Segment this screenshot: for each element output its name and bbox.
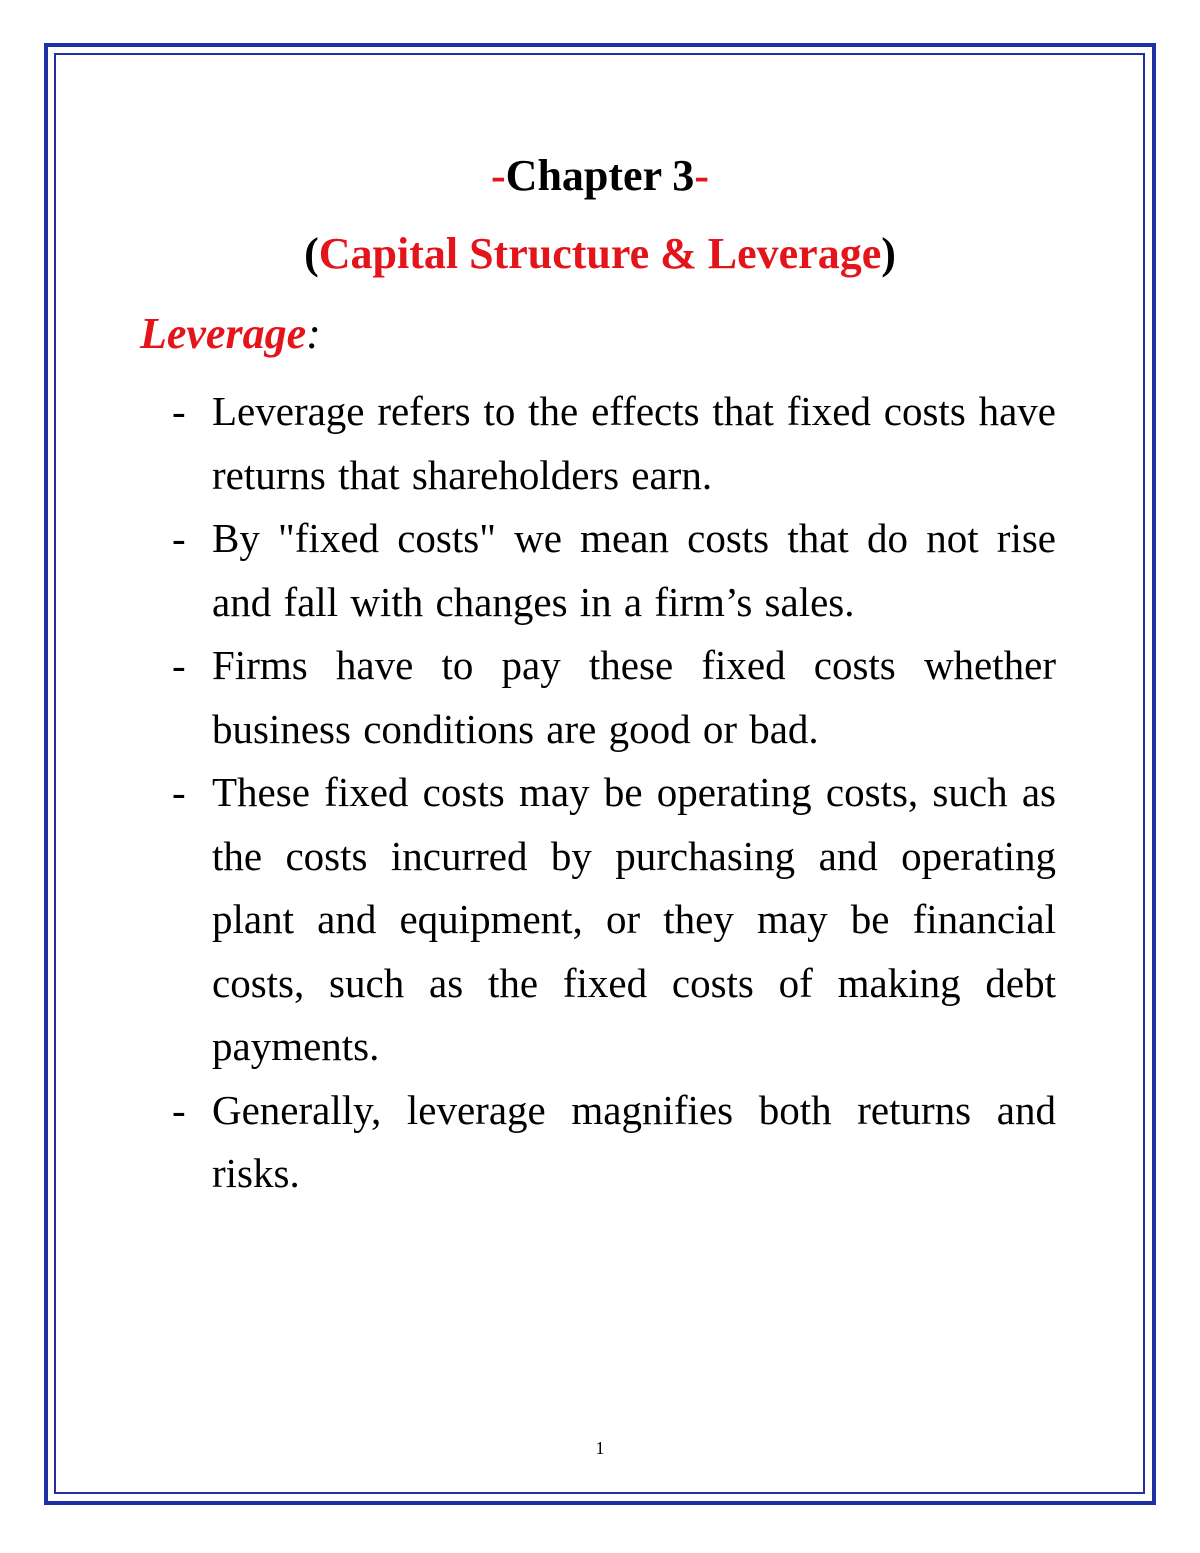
bullet-text: Firms have to pay these fixed costs whether business conditions are good or bad. bbox=[212, 642, 1056, 752]
bullet-marker: - bbox=[172, 1086, 186, 1133]
bullet-text: By "fixed costs" we mean costs that do not rise and fall with changes in a firm’s sales. bbox=[212, 515, 1056, 625]
chapter-label: Chapter 3 bbox=[505, 151, 695, 200]
bullet-text: These fixed costs may be operating costs, such as the costs incurred by purchasing and operating plant and equipment, or they may be financial costs, such as the fixed costs of making debt payments. bbox=[212, 769, 1056, 1069]
bullet-marker: - bbox=[172, 642, 186, 688]
section-heading bbox=[140, 306, 321, 362]
bullet-text: Generally, leverage magnifies both returns and risks. bbox=[212, 1086, 1056, 1196]
subtitle-text: Capital Structure & Leverage bbox=[318, 229, 882, 278]
section-heading-colon: : bbox=[306, 309, 321, 358]
list-item bbox=[172, 761, 1056, 1079]
chapter-dash-right: - bbox=[694, 151, 709, 200]
section-heading-text: Leverage bbox=[140, 309, 307, 358]
chapter-title bbox=[0, 148, 1200, 204]
chapter-dash-left: - bbox=[491, 151, 506, 200]
list-item bbox=[172, 1079, 1056, 1206]
bullet-marker: - bbox=[172, 388, 186, 434]
list-item bbox=[172, 634, 1056, 761]
list-item bbox=[172, 507, 1056, 634]
chapter-subtitle bbox=[0, 226, 1200, 282]
bullet-text: Leverage refers to the effects that fixed costs have returns that shareholders earn. bbox=[212, 388, 1056, 498]
list-item bbox=[172, 380, 1056, 507]
subtitle-open-paren: ( bbox=[304, 229, 319, 278]
page-number: 1 bbox=[595, 1438, 605, 1458]
subtitle-close-paren: ) bbox=[881, 229, 896, 278]
bullet-list bbox=[172, 380, 1056, 1206]
bullet-marker: - bbox=[172, 769, 186, 815]
bullet-marker: - bbox=[172, 515, 186, 561]
